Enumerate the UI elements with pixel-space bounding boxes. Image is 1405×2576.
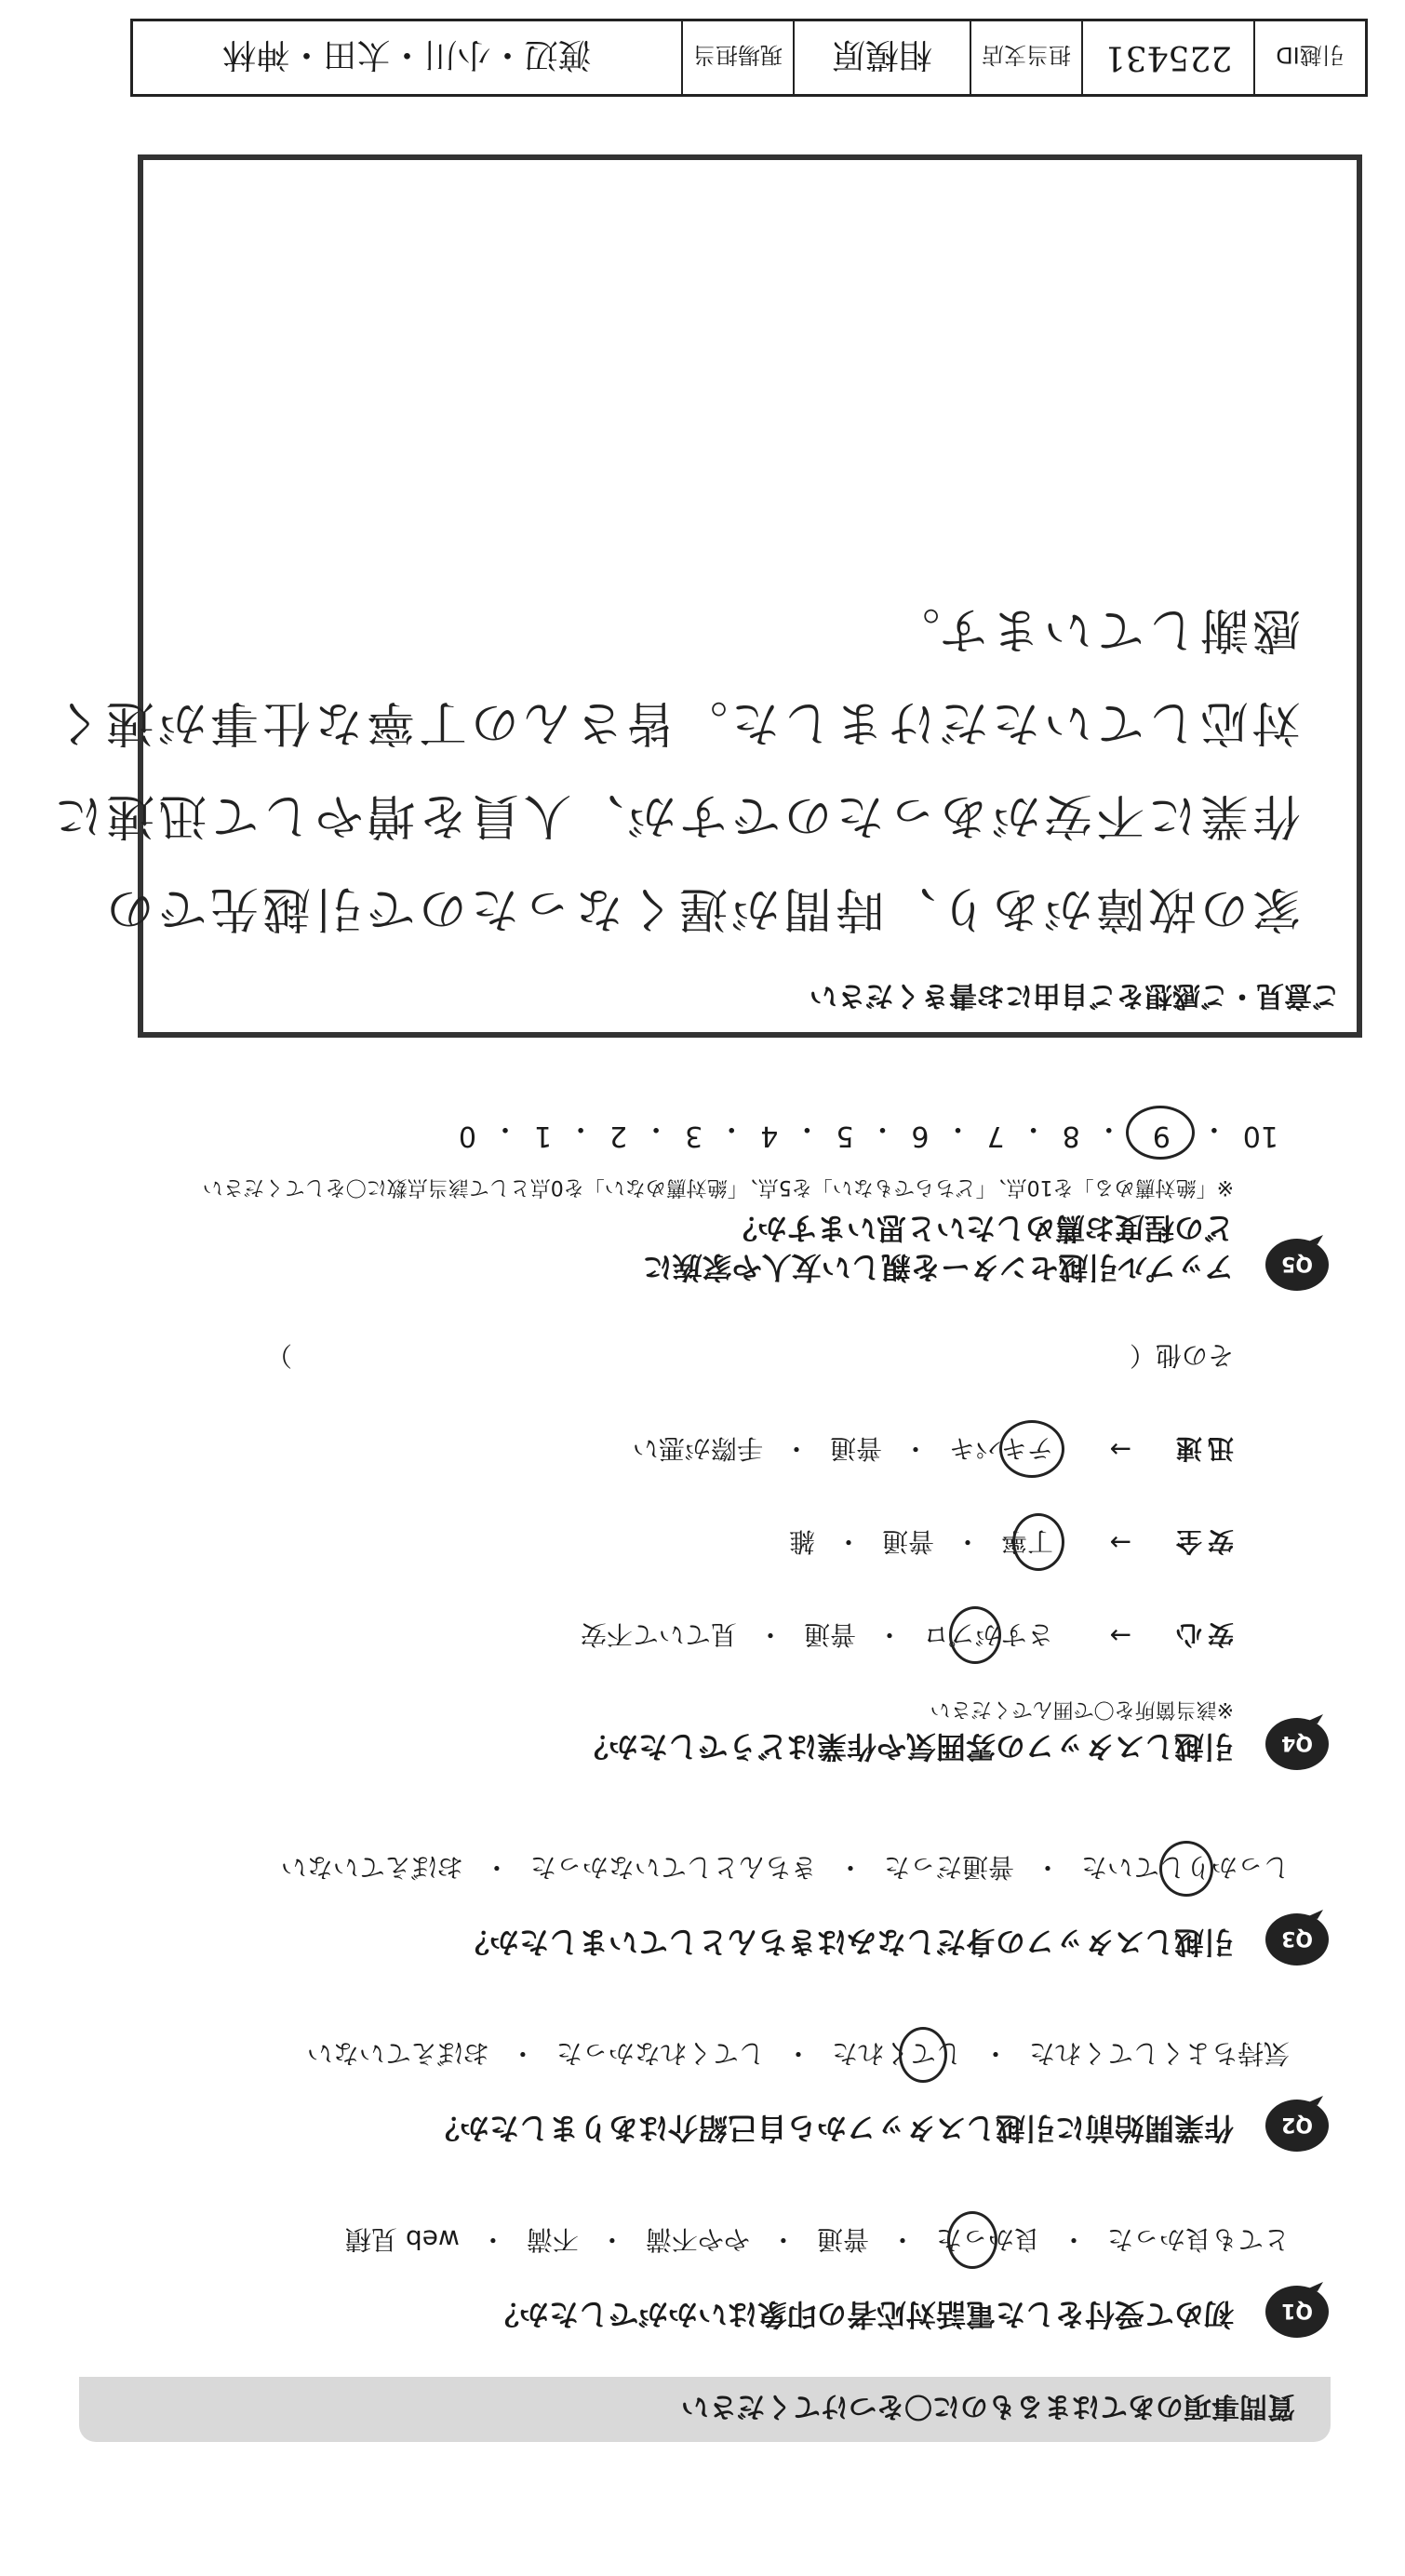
rating-row-anzen: 安全 → 丁寧 ・ 普通 ・ 雑 xyxy=(785,1524,1234,1562)
instruction-band: 質問事項のあてはまるものに〇をつけてください xyxy=(79,2377,1331,2442)
comment-box[interactable] xyxy=(49,154,1362,1038)
team-value: 渡辺・小川・太田・神林 xyxy=(222,35,592,74)
question-badge-icon xyxy=(1258,2280,1331,2343)
question-badge-label: Q5 xyxy=(1280,1252,1314,1275)
selection-circle xyxy=(999,1420,1064,1478)
branch-label: 担当支店 xyxy=(970,21,1081,94)
answer-option-selected[interactable]: さすがプロ xyxy=(919,1617,1057,1655)
branch-value: 相模原 xyxy=(793,21,970,94)
answer-options: とても良かった ・ 良かった ・ 普通 ・ やや不満 ・ 不満 ・ web 見積 xyxy=(341,2222,1293,2260)
selection-circle xyxy=(1126,1106,1195,1160)
selection-circle xyxy=(949,1606,1001,1664)
selection-circle xyxy=(899,2027,947,2083)
handwritten-line: 対応していただけました。皆さんの丁寧な仕事が速く xyxy=(49,694,1301,750)
row-label: 迅速 xyxy=(1170,1433,1234,1464)
question-text: 引越しスタッフの身だしなみはきちんとしていましたか？ xyxy=(459,1925,1234,1960)
info-header-table xyxy=(130,19,1368,97)
recommend-scale: 10 ・ 9 ・ 8 ・ 7 ・ 6 ・ 5 ・ 4 ・ 3 ・ 2 ・ 1 ・ 0 xyxy=(444,1111,1293,1152)
scale-option[interactable]: 10 xyxy=(1242,1120,1278,1152)
answer-option[interactable]: 普通 xyxy=(829,1433,882,1464)
question-text: 初めて受付をした電話対応者の印象はいかがでしたか？ xyxy=(488,2297,1234,2332)
question-badge-label: Q4 xyxy=(1280,1731,1314,1754)
answer-option[interactable]: きちんとしていなかった xyxy=(529,1852,817,1883)
question-badge-label: Q2 xyxy=(1280,2113,1314,2136)
answer-options: しっかりしていた ・ 普通だった ・ きちんとしていなかった ・ おぼえていない xyxy=(277,1850,1293,1887)
team-label: 現場担当 xyxy=(681,21,793,94)
scale-option[interactable]: 0 xyxy=(458,1120,476,1152)
question-badge-icon xyxy=(1258,1712,1331,1776)
answer-option-selected[interactable]: 丁寧 xyxy=(997,1524,1057,1562)
row-label: 安心 xyxy=(1170,1619,1234,1650)
scale-option[interactable]: 8 xyxy=(1062,1120,1080,1152)
other-row xyxy=(266,1338,1234,1375)
other-label: その他（ xyxy=(1129,1340,1234,1371)
answer-option-selected[interactable]: 良かった xyxy=(932,2222,1044,2260)
answer-option-selected[interactable]: テキパキ xyxy=(945,1431,1057,1469)
id-value: 225431 xyxy=(1081,21,1253,94)
question-text: 引越しスタッフの雰囲気や作業はどうでしたか？ xyxy=(578,1729,1234,1764)
answer-option[interactable]: 雑 xyxy=(788,1526,815,1557)
answer-option[interactable]: 気持ちよくしてくれた xyxy=(1028,2038,1290,2069)
question-badge-icon xyxy=(1258,1233,1331,1296)
scale-option[interactable]: 6 xyxy=(911,1120,930,1152)
question-badge-label: Q1 xyxy=(1280,2299,1314,2322)
scale-option[interactable]: 7 xyxy=(986,1120,1005,1152)
rating-row-jinsoku: 迅速 → テキパキ ・ 普通 ・ 手際が悪い xyxy=(629,1431,1234,1469)
answer-option[interactable]: 普通 xyxy=(803,1619,856,1650)
row-label: 安全 xyxy=(1170,1526,1234,1557)
question-badge-icon xyxy=(1258,1908,1331,1971)
answer-option[interactable]: おぼえていない xyxy=(280,1852,463,1883)
question-badge-label: Q3 xyxy=(1280,1926,1314,1950)
answer-option[interactable]: 不満 xyxy=(526,2224,579,2255)
answer-option-selected[interactable]: してくれた xyxy=(828,2036,966,2073)
answer-option[interactable]: やや不満 xyxy=(645,2224,750,2255)
question-note: ※該当箇所を〇で囲んでください xyxy=(930,1697,1234,1721)
arrow-icon: → xyxy=(1109,1620,1131,1652)
handwritten-line: 感謝しています。 xyxy=(888,601,1301,657)
answer-options: 気持ちよくしてくれた ・ してくれた ・ してくれなかった ・ おぼえていない xyxy=(303,2036,1293,2073)
comment-title: ご意見・ご感想をご自由にお書きください xyxy=(810,979,1340,1012)
rating-row-anshin: 安心 → さすがプロ ・ 普通 ・ 見ていて不安 xyxy=(577,1617,1234,1655)
scale-option[interactable]: 3 xyxy=(685,1120,703,1152)
question-text-line1: アップル引越センターを親しい友人や家族に xyxy=(642,1250,1234,1285)
answer-option-selected[interactable]: しっかりしていた xyxy=(1077,1850,1293,1887)
selection-circle xyxy=(947,2211,997,2269)
handwritten-line: 家の故障があり、時間が遅くなったので引越先での xyxy=(101,880,1301,936)
question-text: 作業開始前に引越しスタッフから自己紹介はありましたか？ xyxy=(429,2111,1234,2146)
answer-option[interactable]: とても良かった xyxy=(1106,2224,1290,2255)
scale-option[interactable]: 2 xyxy=(609,1120,628,1152)
question-badge-icon xyxy=(1258,2094,1331,2157)
answer-option[interactable]: web 見積 xyxy=(345,2224,460,2255)
scale-option[interactable]: 5 xyxy=(836,1120,854,1152)
id-label: 引越ID xyxy=(1253,21,1365,94)
scale-option-selected[interactable]: 9 xyxy=(1123,1111,1200,1152)
handwritten-line: 作業に不安があったのですが、人員を増やして迅速に xyxy=(50,787,1301,843)
scale-option[interactable]: 1 xyxy=(533,1120,553,1152)
answer-option[interactable]: してくれなかった xyxy=(555,2038,765,2069)
answer-option[interactable]: 手際が悪い xyxy=(632,1433,763,1464)
question-text-line2: どの程度お薦めしたいと思いますか？ xyxy=(727,1211,1234,1246)
question-note: ※「絶対薦める」を10点、「どちらでもない」を5点、「絶対薦めない」を0点として該当点数に〇をしてください xyxy=(202,1175,1234,1199)
other-close: ） xyxy=(265,1340,292,1371)
answer-option[interactable]: 普通だった xyxy=(883,1852,1014,1883)
answer-option[interactable]: 普通 xyxy=(881,1526,934,1557)
answer-option[interactable]: おぼえていない xyxy=(306,2038,489,2069)
arrow-icon: → xyxy=(1109,1434,1131,1466)
arrow-icon: → xyxy=(1109,1527,1131,1559)
selection-circle xyxy=(1012,1513,1064,1571)
scale-option[interactable]: 4 xyxy=(760,1120,779,1152)
answer-option[interactable]: 普通 xyxy=(816,2224,869,2255)
selection-circle xyxy=(1159,1841,1213,1897)
answer-option[interactable]: 見ていて不安 xyxy=(580,1619,737,1650)
